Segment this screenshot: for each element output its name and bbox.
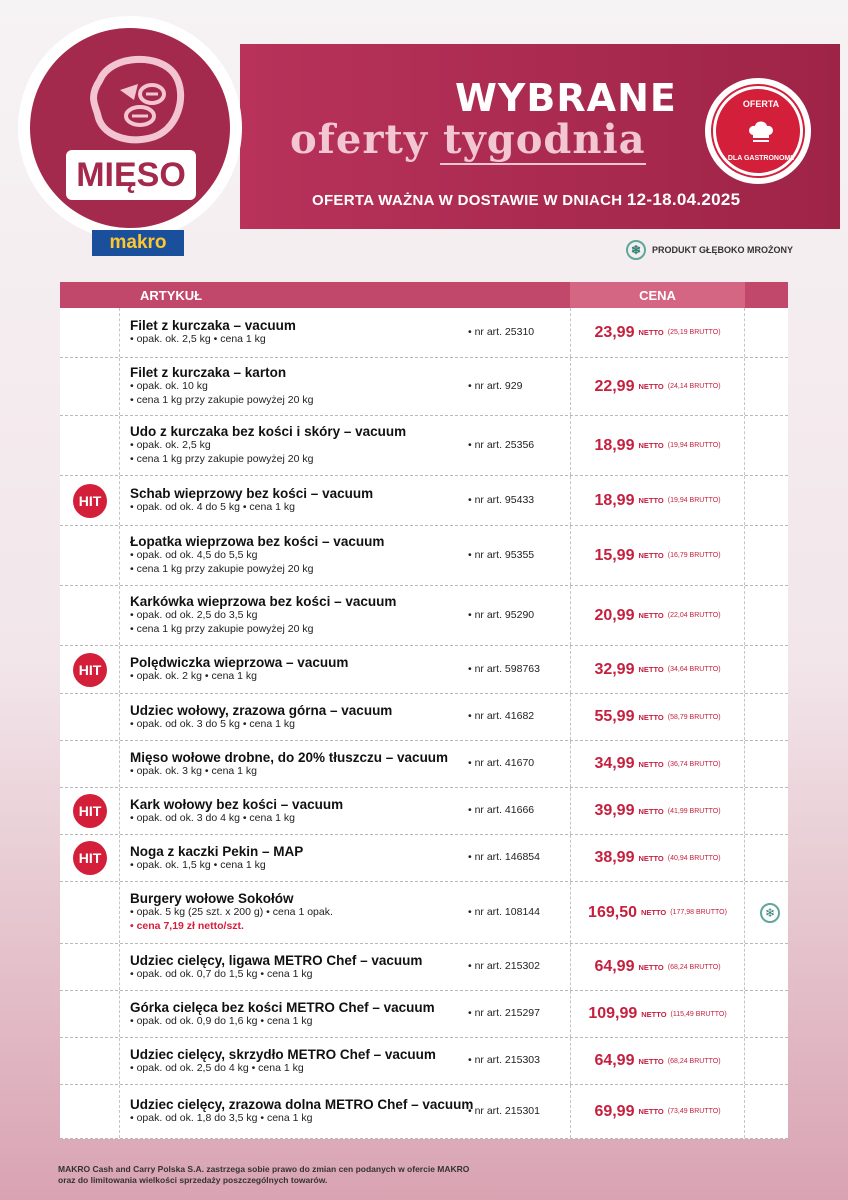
- product-detail: • opak. od ok. 3 do 4 kg • cena 1 kg: [130, 811, 295, 824]
- article-number: • nr art. 25310: [468, 325, 535, 338]
- article-number: • nr art. 215303: [468, 1054, 540, 1066]
- price-cell: [570, 1038, 745, 1084]
- table-row: [60, 1085, 788, 1139]
- price-cell: [570, 358, 745, 415]
- price-cell: [570, 1085, 745, 1138]
- badge-cell: [60, 991, 120, 1037]
- price-netto-label: NETTO: [638, 496, 664, 505]
- product-detail: • cena 1 kg przy zakupie powyżej 20 kg: [130, 623, 314, 635]
- table-row: [60, 991, 788, 1038]
- hit-badge: HIT: [73, 653, 107, 687]
- price-brutto: (19,94 BRUTTO): [667, 442, 721, 449]
- stamp-label-bottom: DLA GASTRONOMII: [727, 155, 795, 162]
- price-cell: [570, 308, 745, 357]
- product-info: [130, 646, 348, 693]
- snowflake-icon: ❄: [760, 903, 780, 923]
- header-article: ARTYKUŁ: [140, 288, 203, 303]
- price-netto-value: 23,99: [594, 323, 635, 341]
- product-info: [130, 741, 448, 787]
- price-cell: [570, 882, 745, 943]
- product-detail: • opak. ok. 1,5 kg • cena 1 kg: [130, 858, 266, 871]
- badge-cell: [60, 526, 120, 585]
- price-netto-label: NETTO: [638, 759, 664, 769]
- stamp-label-top: OFERTA: [742, 99, 780, 109]
- price-netto-value: 64,99: [594, 958, 635, 975]
- makro-logo: makro: [92, 230, 184, 256]
- product-info: [130, 1038, 436, 1084]
- product-name: Burgery wołowe Sokołów: [130, 891, 294, 907]
- price-netto-value: 169,50: [588, 903, 637, 921]
- price-netto-value: 38,99: [594, 849, 635, 866]
- article-number: • nr art. 95433: [468, 493, 535, 506]
- price-cell: [570, 835, 745, 881]
- product-name: Noga z kaczki Pekin – MAP: [130, 843, 304, 859]
- product-name: Schab wieprzowy bez kości – vacuum: [130, 486, 374, 502]
- badge-cell: [60, 741, 120, 787]
- badge-cell: [60, 358, 120, 415]
- hit-badge: HIT: [73, 794, 107, 828]
- product-name: Kark wołowy bez kości – vacuum: [130, 796, 344, 812]
- product-name: Górka cielęca bez kości METRO Chef – vacuum: [130, 999, 435, 1015]
- product-name: Udziec cielęcy, zrazowa dolna METRO Chef – vacuum: [130, 1097, 474, 1113]
- price-cell: [570, 416, 745, 475]
- product-detail: • opak. ok. 10 kg: [130, 380, 208, 393]
- price-netto-label: NETTO: [641, 1009, 667, 1019]
- price-netto-value: 18,99: [594, 491, 635, 509]
- product-detail: • opak. ok. 3 kg • cena 1 kg: [130, 764, 258, 777]
- table-row: [60, 835, 788, 882]
- article-number: • nr art. 929: [468, 379, 523, 392]
- table-row: [60, 526, 788, 586]
- product-name: Udziec wołowy, zrazowa górna – vacuum: [130, 702, 393, 718]
- product-detail: • opak. od ok. 4 do 5 kg • cena 1 kg: [130, 501, 295, 514]
- product-info: [130, 835, 303, 881]
- price-cell: [570, 476, 745, 525]
- product-name: Udo z kurczaka bez kości i skóry – vacuum: [130, 424, 407, 440]
- table-row: [60, 788, 788, 835]
- price-brutto: (16,79 BRUTTO): [667, 552, 721, 559]
- product-detail: • opak. od ok. 1,8 do 3,5 kg • cena 1 kg: [130, 1112, 313, 1125]
- chef-hat-icon: [746, 117, 776, 147]
- product-name: Udziec cielęcy, ligawa METRO Chef – vacuum: [130, 952, 423, 968]
- category-emblem: [18, 16, 242, 240]
- price-brutto: (115,49 BRUTTO): [670, 1010, 727, 1018]
- product-name: Udziec cielęcy, skrzydło METRO Chef – vacuum: [130, 1046, 436, 1062]
- table-row: [60, 944, 788, 991]
- price-brutto: (34,64 BRUTTO): [667, 666, 721, 673]
- price-cell: [570, 991, 745, 1037]
- price-netto-label: NETTO: [638, 551, 664, 560]
- price-brutto: (25,19 BRUTTO): [667, 329, 721, 336]
- price-cell: [570, 646, 745, 693]
- product-info: [130, 526, 384, 585]
- price-netto-label: NETTO: [638, 328, 664, 337]
- table-row: [60, 694, 788, 741]
- price-netto-value: 55,99: [594, 708, 635, 725]
- price-brutto: (73,49 BRUTTO): [667, 1108, 721, 1115]
- validity-dates: 12-18.04.2025: [626, 190, 741, 209]
- product-name: Filet z kurczaka – vacuum: [130, 318, 296, 334]
- badge-cell: [60, 788, 120, 834]
- validity-label: OFERTA WAŻNA W DOSTAWIE W DNIACH: [312, 192, 623, 209]
- price-netto-value: 18,99: [594, 436, 635, 454]
- badge-cell: [60, 882, 120, 943]
- price-netto-label: NETTO: [638, 441, 664, 450]
- frozen-legend: [626, 240, 793, 260]
- price-netto-value: 15,99: [594, 546, 635, 564]
- price-netto-value: 69,99: [594, 1102, 635, 1120]
- article-number: • nr art. 215297: [468, 1007, 540, 1019]
- badge-cell: [60, 646, 120, 693]
- badge-cell: [60, 308, 120, 357]
- table-header: [60, 282, 788, 308]
- hit-badge: HIT: [73, 841, 107, 875]
- badge-cell: [60, 835, 120, 881]
- product-info: [130, 788, 343, 834]
- offer-validity: [312, 190, 740, 210]
- product-detail: • opak. od ok. 4,5 do 5,5 kg: [130, 549, 258, 562]
- price-brutto: (19,94 BRUTTO): [667, 497, 721, 504]
- badge-cell: [60, 416, 120, 475]
- title-underline: [440, 163, 646, 165]
- product-info: [130, 882, 333, 943]
- price-brutto: (58,79 BRUTTO): [667, 713, 721, 721]
- product-detail: • opak. od ok. 3 do 5 kg • cena 1 kg: [130, 717, 295, 730]
- price-netto-label: NETTO: [638, 806, 664, 816]
- table-row: [60, 646, 788, 694]
- price-netto-label: NETTO: [640, 908, 667, 917]
- category-label: MIĘSO: [66, 150, 196, 200]
- header-price: CENA: [639, 288, 676, 303]
- price-netto-label: NETTO: [638, 1107, 664, 1116]
- price-brutto: (177,98 BRUTTO): [670, 909, 727, 916]
- price-netto-label: NETTO: [638, 611, 664, 620]
- product-info: [130, 1085, 473, 1138]
- article-number: • nr art. 95290: [468, 608, 535, 621]
- product-detail: • cena 1 kg przy zakupie powyżej 20 kg: [130, 453, 314, 465]
- price-netto-value: 32,99: [594, 660, 635, 678]
- badge-cell: [60, 476, 120, 525]
- price-brutto: (36,74 BRUTTO): [667, 760, 721, 768]
- badge-cell: [60, 1085, 120, 1138]
- badge-cell: [60, 1038, 120, 1084]
- badge-cell: [60, 694, 120, 740]
- header-title-sub: [290, 116, 646, 163]
- product-name: Polędwiczka wieprzowa – vacuum: [130, 655, 349, 671]
- product-detail: • cena 1 kg przy zakupie powyżej 20 kg: [130, 394, 314, 406]
- table-body: [60, 308, 788, 1139]
- price-netto-label: NETTO: [638, 853, 664, 863]
- table-row: [60, 476, 788, 526]
- product-info: [130, 416, 406, 475]
- price-netto-label: NETTO: [638, 665, 664, 674]
- price-brutto: (68,24 BRUTTO): [667, 963, 721, 971]
- article-number: • nr art. 598763: [468, 662, 540, 675]
- table-row: [60, 1038, 788, 1085]
- table-row: [60, 882, 788, 944]
- gastronomy-stamp: [705, 78, 811, 184]
- article-number: • nr art. 41666: [468, 804, 535, 816]
- price-cell: [570, 788, 745, 834]
- product-name: Mięso wołowe drobne, do 20% tłuszczu – vacuum: [130, 749, 449, 765]
- product-info: [130, 308, 296, 357]
- legend-label: PRODUKT GŁĘBOKO MROŻONY: [652, 245, 793, 255]
- product-info: [130, 694, 392, 740]
- steak-icon: [80, 50, 190, 150]
- product-info: [130, 991, 435, 1037]
- product-detail: • opak. ok. 2 kg • cena 1 kg: [130, 670, 258, 683]
- article-number: • nr art. 95355: [468, 548, 535, 561]
- price-netto-value: 22,99: [594, 377, 635, 395]
- hit-badge: HIT: [73, 484, 107, 518]
- header-title-sub-text: oferty tygodnia: [290, 116, 646, 163]
- article-number: • nr art. 108144: [468, 905, 540, 918]
- article-number: • nr art. 215302: [468, 960, 540, 972]
- product-detail: • cena 1 kg przy zakupie powyżej 20 kg: [130, 563, 314, 575]
- product-info: [130, 944, 422, 990]
- article-number: • nr art. 215301: [468, 1104, 540, 1117]
- price-cell: [570, 944, 745, 990]
- product-detail: • opak. ok. 2,5 kg: [130, 439, 211, 452]
- footer-line-2: oraz do limitowania wielkości sprzedaży poszczególnych towarów.: [58, 1174, 328, 1185]
- price-cell: [570, 586, 745, 645]
- price-netto-value: 34,99: [594, 755, 635, 772]
- product-detail: • opak. 5 kg (25 szt. x 200 g) • cena 1 opak.: [130, 906, 333, 919]
- price-brutto: (41,99 BRUTTO): [667, 807, 721, 815]
- price-brutto: (40,94 BRUTTO): [667, 854, 721, 862]
- product-info: [130, 586, 396, 645]
- product-info: [130, 358, 313, 415]
- table-row: [60, 308, 788, 358]
- price-cell: [570, 694, 745, 740]
- footer-disclaimer: [58, 1164, 578, 1185]
- price-netto-value: 39,99: [594, 802, 635, 819]
- header-banner: [240, 44, 840, 229]
- article-number: • nr art. 146854: [468, 851, 540, 863]
- footer-line-1: MAKRO Cash and Carry Polska S.A. zastrzega sobie prawo do zmian cen podanych w ofercie MAKRO: [58, 1164, 470, 1174]
- table-row: [60, 741, 788, 788]
- header-price-cell: [570, 282, 745, 308]
- price-netto-label: NETTO: [638, 712, 664, 722]
- article-number: • nr art. 41682: [468, 710, 535, 722]
- badge-cell: [60, 944, 120, 990]
- price-netto-value: 20,99: [594, 606, 635, 624]
- product-info: [130, 476, 373, 525]
- price-cell: [570, 741, 745, 787]
- table-row: [60, 416, 788, 476]
- article-number: • nr art. 41670: [468, 757, 535, 769]
- article-number: • nr art. 25356: [468, 438, 535, 451]
- product-detail: • opak. od ok. 0,9 do 1,6 kg • cena 1 kg: [130, 1014, 313, 1027]
- price-netto-label: NETTO: [638, 962, 664, 972]
- product-detail: • opak. od ok. 0,7 do 1,5 kg • cena 1 kg: [130, 967, 313, 980]
- product-name: Łopatka wieprzowa bez kości – vacuum: [130, 534, 385, 550]
- price-brutto: (24,14 BRUTTO): [667, 383, 721, 390]
- table-row: [60, 358, 788, 416]
- price-netto-label: NETTO: [638, 382, 664, 391]
- product-name: Filet z kurczaka – karton: [130, 365, 287, 381]
- product-detail: • opak. od ok. 2,5 do 4 kg • cena 1 kg: [130, 1061, 304, 1074]
- price-netto-value: 109,99: [588, 1005, 638, 1022]
- header-title-main: WYBRANE: [455, 76, 677, 120]
- snowflake-icon: ❄: [626, 240, 646, 260]
- price-brutto: (22,04 BRUTTO): [667, 612, 721, 619]
- price-cell: [570, 526, 745, 585]
- price-netto-label: NETTO: [638, 1056, 664, 1066]
- product-name: Karkówka wieprzowa bez kości – vacuum: [130, 594, 397, 610]
- product-detail: • opak. ok. 2,5 kg • cena 1 kg: [130, 333, 266, 346]
- table-row: [60, 586, 788, 646]
- price-brutto: (68,24 BRUTTO): [667, 1057, 721, 1065]
- product-detail: • opak. od ok. 2,5 do 3,5 kg: [130, 609, 258, 622]
- price-table: [60, 282, 788, 1139]
- badge-cell: [60, 586, 120, 645]
- price-netto-value: 64,99: [594, 1052, 635, 1069]
- product-price-note: • cena 7,19 zł netto/szt.: [130, 920, 244, 932]
